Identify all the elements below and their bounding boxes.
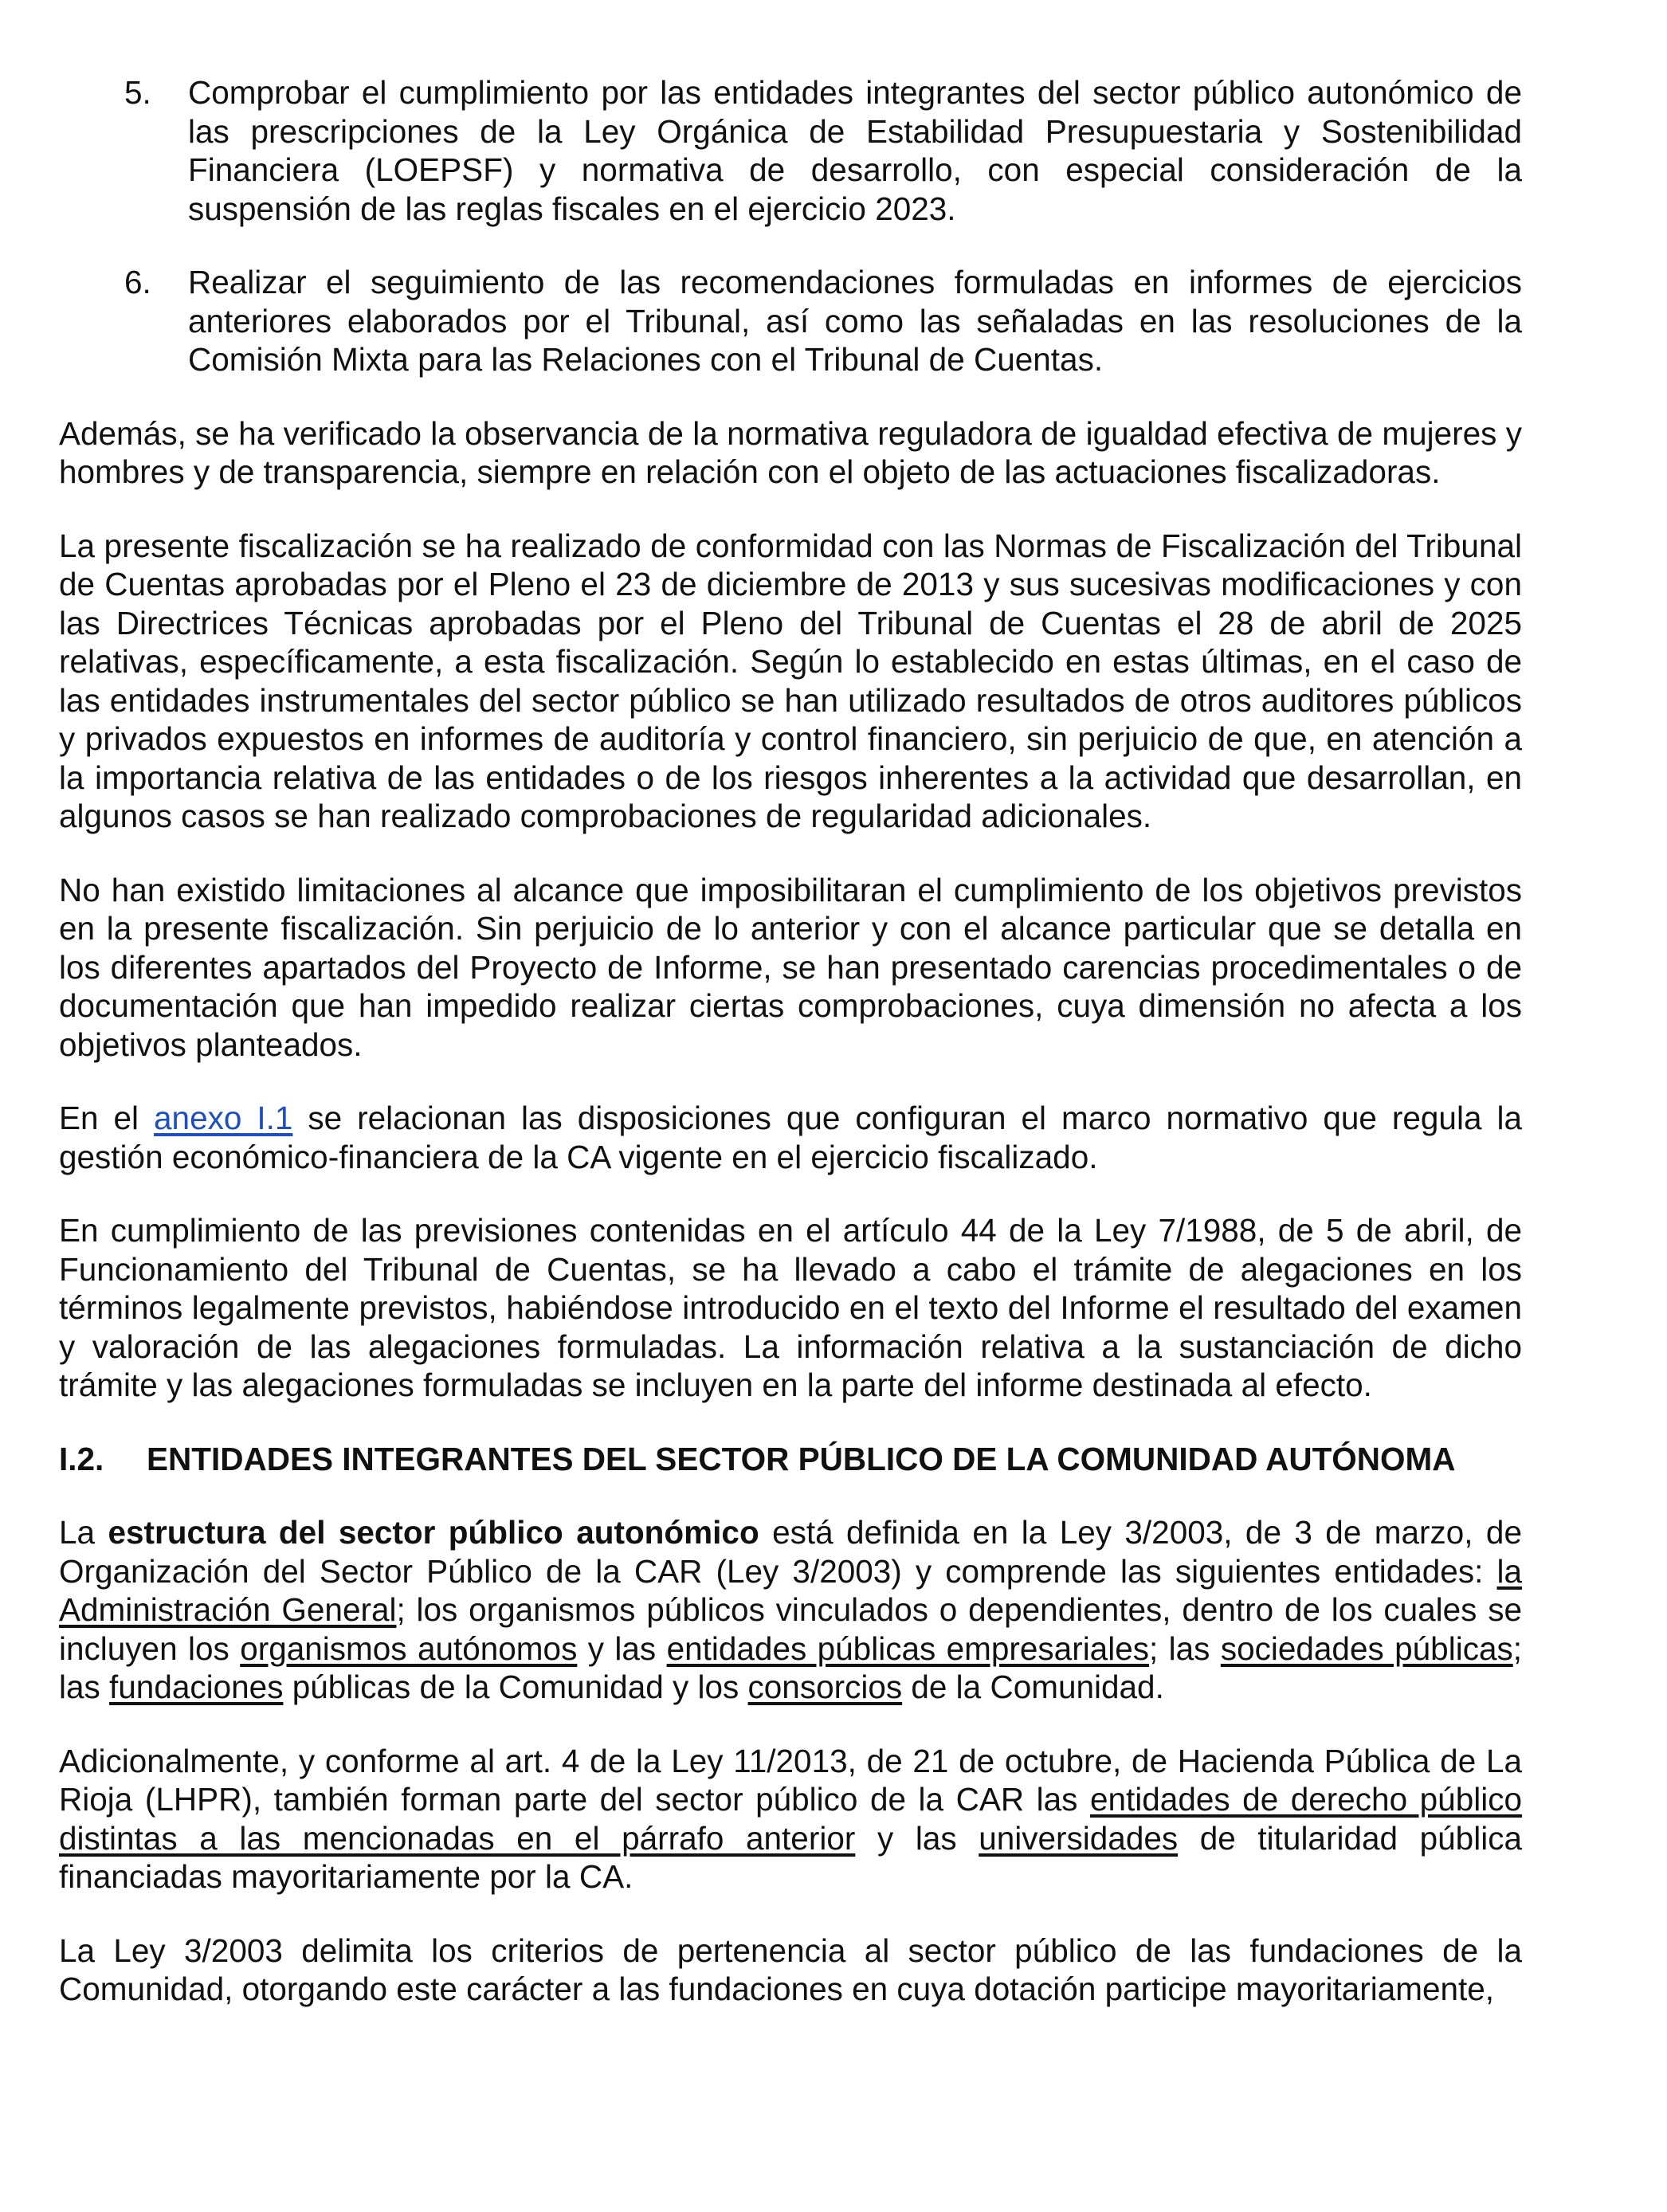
underlined-term: consorcios	[747, 1669, 903, 1705]
document-page	[59, 73, 1522, 2044]
paragraph-fundaciones: La Ley 3/2003 delimita los criterios de pertenencia al sector público de las fundaciones de la Comunidad, otorgando este carácter a las fundaciones en cuya dotación participe mayoritariamente,	[59, 1932, 1522, 2007]
paragraph-igualdad: Además, se ha verificado la observancia de la normativa reguladora de igualdad efectiva de mujeres y hombres y de transparencia, siempre en relación con el objeto de las actuaciones fiscalizadoras.	[59, 414, 1522, 490]
list-item-text: Comprobar el cumplimiento por las entidades integrantes del sector público autonómico de las prescripciones de la Ley Orgánica de Estabilidad Presupuestaria y Sostenibilidad Financiera (LOEPSF) y normativa de desarrollo, con especial consideración de la suspensión de las reglas fiscales en el ejercicio 2023.	[188, 74, 1522, 227]
underlined-term: fundaciones	[109, 1669, 284, 1705]
underlined-term: sociedades públicas	[1220, 1630, 1513, 1667]
list-item-number: 5.	[124, 74, 151, 111]
paragraph-limitaciones: No han existido limitaciones al alcance que imposibilitaran el cumplimiento de los objetivos previstos en la presente fiscalización. Sin perjuicio de lo anterior y con el alcance particular que se detalla en los diferentes apartados del Proyecto de Informe, se han presentado carencias procedimentales o de documentación que han impedido realizar ciertas comprobaciones, cuya dimensión no afecta a los objetivos planteados.	[59, 871, 1522, 1063]
text-span: públicas de la Comunidad y los	[283, 1669, 748, 1705]
text-span: está definida en la Ley 3/2003, de 3 de marzo, de Organización del Sector Público de la CAR (Ley 3/2003) y comprende las siguientes entidades:	[59, 1514, 1522, 1590]
text-span: se relacionan las disposiciones que configuran el marco normativo que regula la gestión económico-financiera de la CA vigente en el ejercicio fiscalizado.	[59, 1100, 1522, 1175]
text-span: ; los organismos públicos vinculados o dependientes, dentro de los cuales se incluyen los	[59, 1591, 1522, 1667]
text-span: En el	[59, 1100, 155, 1136]
section-number: I.2.	[59, 1440, 104, 1477]
text-span: y las	[577, 1630, 667, 1667]
anexo-link[interactable]: anexo I.1	[154, 1100, 293, 1136]
paragraph-anexo	[59, 1099, 1522, 1176]
underlined-term: universidades	[979, 1819, 1179, 1857]
text-span: ; las	[59, 1630, 1522, 1705]
underlined-term: entidades públicas empresariales	[666, 1630, 1149, 1667]
paragraph-alegaciones: En cumplimiento de las previsiones contenidas en el artículo 44 de la Ley 7/1988, de 5 de abril, de Funcionamiento del Tribunal de Cuentas, se ha llevado a cabo el trámite de alegaciones en los términos legalmente previstos, habiéndose introducido en el texto del Informe el resultado del examen y valoración de las alegaciones formuladas. La información relativa a la sustanciación de dicho trámite y las alegaciones formuladas se incluyen en la parte del informe destinada al efecto.	[59, 1212, 1522, 1403]
paragraph-adicional	[59, 1742, 1522, 1896]
underlined-term: la Administración General	[59, 1552, 1522, 1628]
text-span: ; las	[1148, 1630, 1221, 1667]
list-item-number: 6.	[124, 264, 151, 300]
text-span: Adicionalmente, y conforme al art. 4 de la Ley 11/2013, de 21 de octubre, de Hacienda Pública de La Rioja (LHPR), también forman parte del sector público de la CAR las	[59, 1742, 1522, 1818]
section-title: ENTIDADES INTEGRANTES DEL SECTOR PÚBLICO DE LA COMUNIDAD AUTÓNOMA	[147, 1440, 1456, 1477]
text-span: y las	[855, 1819, 979, 1857]
list-item	[59, 263, 1522, 379]
underlined-term: entidades de derecho público distintas a las mencionadas en el párrafo anterior	[59, 1781, 1522, 1857]
text-span: de la Comunidad.	[902, 1669, 1164, 1705]
objectives-list	[59, 73, 1522, 379]
text-span: de titularidad pública financiadas mayoritariamente por la CA.	[59, 1819, 1522, 1895]
section-heading	[59, 1440, 1522, 1479]
list-item-text: Realizar el seguimiento de las recomendaciones formuladas en informes de ejercicios anteriores elaborados por el Tribunal, así como las señaladas en las resoluciones de la Comisión Mixta para las Relaciones con el Tribunal de Cuentas.	[188, 264, 1522, 378]
list-item	[59, 73, 1522, 228]
text-span: La	[59, 1514, 108, 1551]
underlined-term: organismos autónomos	[240, 1630, 578, 1667]
paragraph-estructura	[59, 1513, 1522, 1707]
paragraph-normas: La presente fiscalización se ha realizado de conformidad con las Normas de Fiscalización del Tribunal de Cuentas aprobadas por el Pleno el 23 de diciembre de 2013 y sus sucesivas modificaciones y con las Directrices Técnicas aprobadas por el Pleno del Tribunal de Cuentas el 28 de abril de 2025 relativas, específicamente, a esta fiscalización. Según lo establecido en estas últimas, en el caso de las entidades instrumentales del sector público se han utilizado resultados de otros auditores públicos y privados expuestos en informes de auditoría y control financiero, sin perjuicio de que, en atención a la importancia relativa de las entidades o de los riesgos inherentes a la actividad que desarrollan, en algunos casos se han realizado comprobaciones de regularidad adicionales.	[59, 527, 1522, 834]
bold-term: estructura del sector público autonómico	[108, 1514, 759, 1551]
